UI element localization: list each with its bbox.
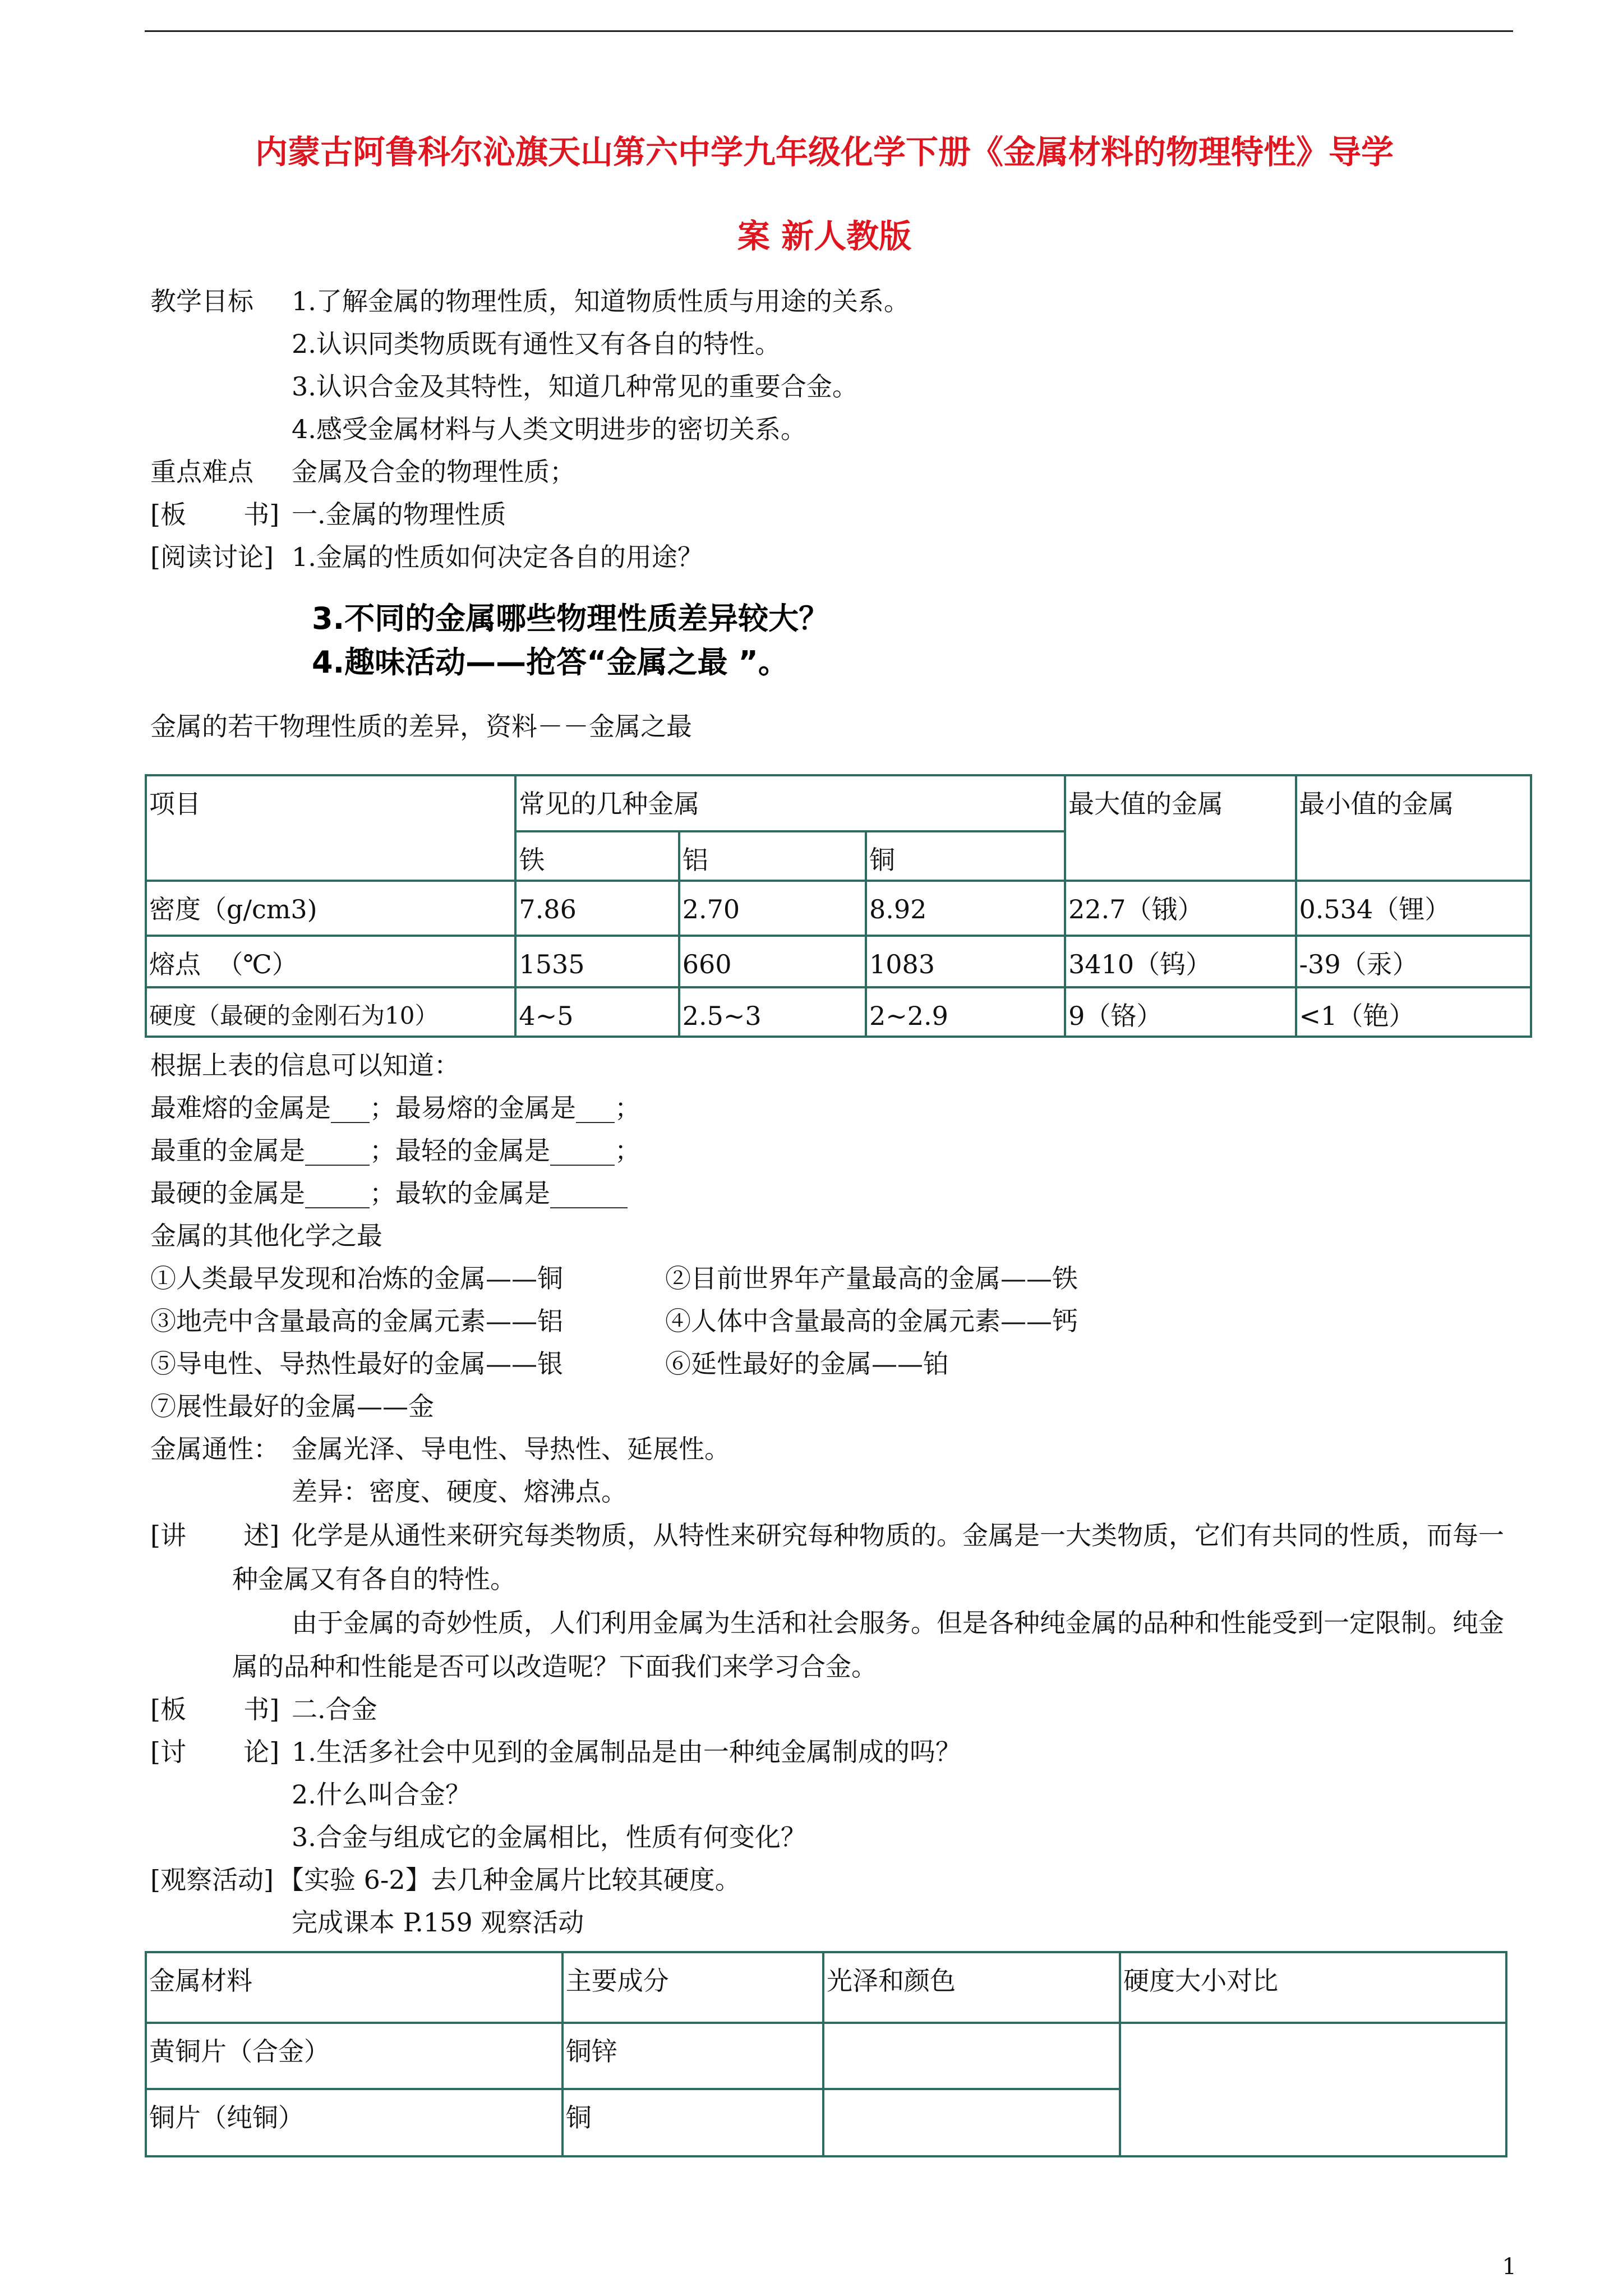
fact-item: ①人类最早发现和冶炼的金属——铜 xyxy=(150,1263,563,1294)
table-cell: <1（铯） xyxy=(1296,987,1531,1037)
objectives-label: 教学目标 xyxy=(150,286,253,316)
table-header-metal: 铁 xyxy=(515,831,679,881)
table-cell: -39（汞） xyxy=(1296,936,1531,987)
conclusion-line: 最重的金属是_____；最轻的金属是_____； xyxy=(150,1135,640,1166)
table-cell: 9（铬） xyxy=(1065,987,1295,1037)
reading-label: [阅读讨论] xyxy=(150,542,274,572)
table2-header: 金属材料 xyxy=(146,1952,562,2023)
bold-question: 3.不同的金属哪些物理性质差异较大？ xyxy=(312,601,829,636)
table2-cell: 铜锌 xyxy=(562,2023,823,2089)
reading-text: 1.金属的性质如何决定各自的用途？ xyxy=(292,542,703,572)
table2-cell: 铜 xyxy=(562,2089,823,2156)
table2-cell xyxy=(823,2089,1120,2156)
lecture-paragraph: 由于金属的奇妙性质，人们利用金属为生活和社会服务。但是各种纯金属的品种和性能受到一定限制。纯金属的品种和性能是否可以改造呢？下面我们来学习合金。 xyxy=(232,1608,1504,1682)
table-header-max: 最大值的金属 xyxy=(1065,775,1295,881)
observe-text: 【实验 6-2】去几种金属片比较其硬度。 xyxy=(278,1865,741,1895)
bold-question: 4.趣味活动——抢答“金属之最 ”。 xyxy=(312,645,789,680)
discuss-label: [讨 论] xyxy=(150,1737,280,1767)
fact-item: ③地壳中含量最高的金属元素——铝 xyxy=(150,1306,563,1336)
conclusion-line: 金属的其他化学之最 xyxy=(150,1221,382,1251)
objective-item: 4.感受金属材料与人类文明进步的密切关系。 xyxy=(292,414,806,444)
table-cell: 7.86 xyxy=(515,881,679,936)
observe-sub: 完成课本 P.159 观察活动 xyxy=(292,1907,584,1938)
discuss-item: 1.生活多社会中见到的金属制品是由一种纯金属制成的吗？ xyxy=(292,1737,961,1767)
table1-caption: 金属的若干物理性质的差异，资料－－金属之最 xyxy=(150,711,692,742)
table-cell: 2.5~3 xyxy=(679,987,866,1037)
objective-item: 2.认识同类物质既有通性又有各自的特性。 xyxy=(292,329,781,359)
commonality-text: 金属光泽、导电性、导热性、延展性。 xyxy=(292,1434,730,1464)
table2-cell: 铜片（纯铜） xyxy=(146,2089,562,2156)
lecture-label: [讲 述] xyxy=(150,1520,280,1550)
table-cell: 0.534（锂） xyxy=(1296,881,1531,936)
observe-label: [观察活动] xyxy=(150,1865,274,1895)
fact-item: ④人体中含量最高的金属元素——钙 xyxy=(665,1306,1078,1336)
page-number: 1 xyxy=(1502,2254,1516,2280)
table-cell: 硬度（最硬的金刚石为10） xyxy=(146,987,515,1037)
objective-item: 3.认识合金及其特性，知道几种常见的重要合金。 xyxy=(292,371,858,402)
difference-text: 差异：密度、硬度、熔沸点。 xyxy=(292,1476,627,1507)
table-cell: 660 xyxy=(679,936,866,987)
table-cell: 2.70 xyxy=(679,881,866,936)
key-points-label: 重点难点 xyxy=(150,457,253,487)
table-header-metal: 铝 xyxy=(679,831,866,881)
conclusion-line: 最难熔的金属是___；最易熔的金属是___； xyxy=(150,1093,640,1123)
table-header-item: 项目 xyxy=(146,775,515,881)
conclusion-line: 根据上表的信息可以知道： xyxy=(150,1050,460,1080)
board-text: 一.金属的物理性质 xyxy=(292,499,506,530)
table-cell: 密度（g/cm3) xyxy=(146,881,515,936)
board-label: [板 书] xyxy=(150,499,280,530)
table-cell: 8.92 xyxy=(866,881,1065,936)
table2-cell: 黄铜片（合金） xyxy=(146,2023,562,2089)
objective-item: 1.了解金属的物理性质，知道物质性质与用途的关系。 xyxy=(292,286,910,316)
table-cell: 1535 xyxy=(515,936,679,987)
table2-header: 主要成分 xyxy=(562,1952,823,2023)
table-cell: 3410（钨） xyxy=(1065,936,1295,987)
board-text: 二.合金 xyxy=(292,1694,377,1724)
table-cell: 1083 xyxy=(866,936,1065,987)
doc-title-line1: 内蒙古阿鲁科尔沁旗天山第六中学九年级化学下册《金属材料的物理特性》导学 xyxy=(255,133,1394,171)
table-header-common: 常见的几种金属 xyxy=(515,775,1065,831)
table2-cell xyxy=(823,2023,1120,2089)
lecture-paragraph: 化学是从通性来研究每类物质，从特性来研究每种物质的。金属是一大类物质，它们有共同的性质，而每一种金属又有各自的特性。 xyxy=(232,1520,1504,1594)
table-header-metal: 铜 xyxy=(866,831,1065,881)
fact-item: ⑥延性最好的金属——铂 xyxy=(665,1349,949,1379)
table2-header: 硬度大小对比 xyxy=(1120,1952,1506,2023)
fact-item: ⑤导电性、导热性最好的金属——银 xyxy=(150,1349,563,1379)
alloy-comparison-table xyxy=(145,1951,1507,2157)
fact-item: ⑦展性最好的金属——金 xyxy=(150,1391,434,1421)
table-cell: 22.7（锇） xyxy=(1065,881,1295,936)
key-points-text: 金属及合金的物理性质； xyxy=(292,457,575,487)
table-cell: 4~5 xyxy=(515,987,679,1037)
discuss-item: 3.合金与组成它的金属相比，性质有何变化？ xyxy=(292,1822,806,1852)
fact-item: ②目前世界年产量最高的金属——铁 xyxy=(665,1263,1078,1294)
table-cell: 熔点 （℃） xyxy=(146,936,515,987)
table2-hardness-cell xyxy=(1120,2023,1506,2156)
header-rule xyxy=(145,30,1513,32)
table2-header: 光泽和颜色 xyxy=(823,1952,1120,2023)
board-label: [板 书] xyxy=(150,1694,280,1724)
doc-title-line2: 案 新人教版 xyxy=(737,217,912,255)
table-cell: 2~2.9 xyxy=(866,987,1065,1037)
metal-properties-table xyxy=(145,774,1532,1038)
table-header-min: 最小值的金属 xyxy=(1296,775,1531,881)
discuss-item: 2.什么叫合金？ xyxy=(292,1779,471,1810)
commonality-label: 金属通性： xyxy=(150,1434,279,1464)
conclusion-line: 最硬的金属是_____；最软的金属是______ xyxy=(150,1178,628,1208)
